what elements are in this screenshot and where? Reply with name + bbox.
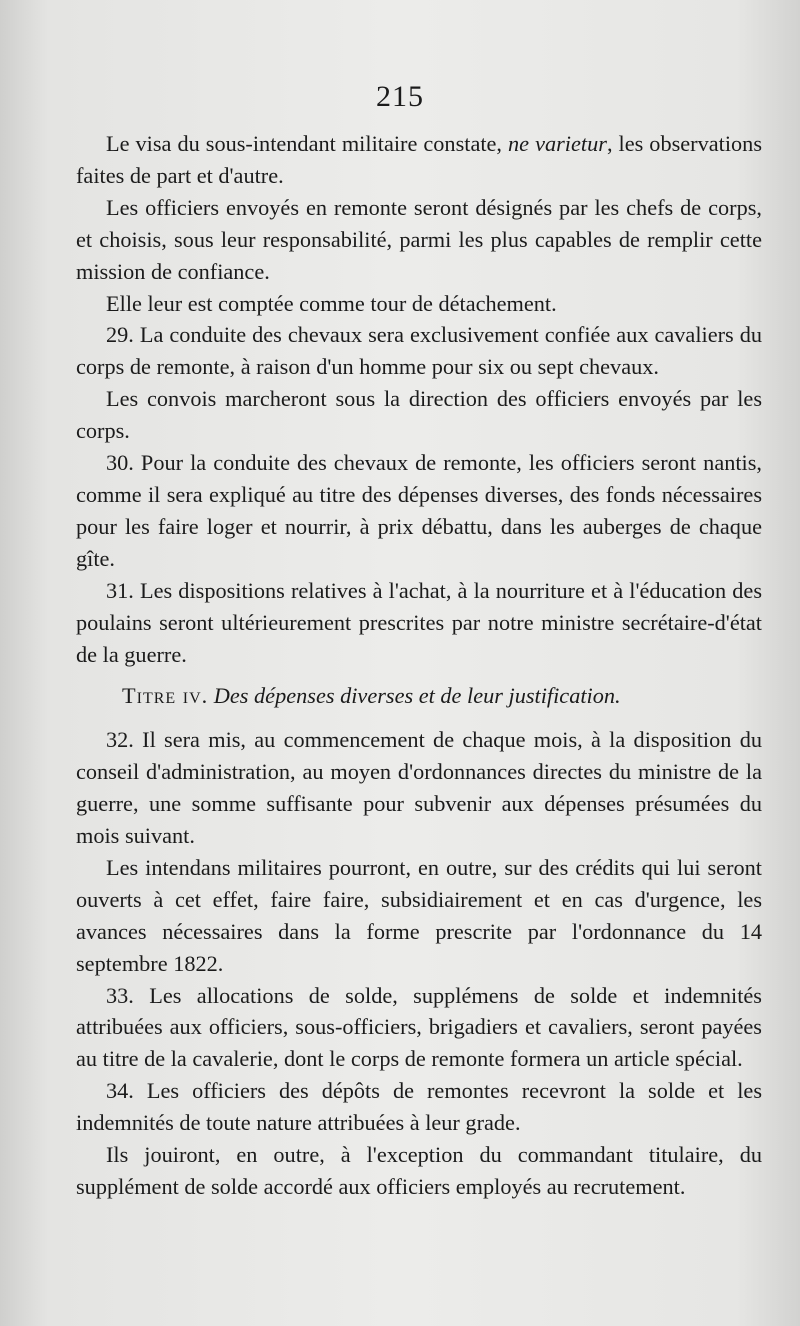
section-title [76,680,762,712]
latin-phrase: ne varietur [508,131,607,156]
paragraph: Les officiers envoyés en remonte seront désignés par les chefs de corps, et choisis, sous leur responsabilité, parmi les plus capables de remplir cette mission de confiance. [76,194,762,284]
paragraph: Ils jouiront, en outre, à l'exception du commandant titulaire, du supplément de solde accordé aux officiers employés au recrutement. [76,1142,762,1199]
article-29: 29. La conduite des chevaux sera exclusivement confiée aux cavaliers du corps de remonte, à raison d'un homme pour six ou sept chevaux. [76,322,762,380]
paragraph-visa-start: Le visa du sous-intendant militaire constate, [106,131,509,156]
page-body [76,128,762,1203]
article-31: 31. Les dispositions relatives à l'achat, à la nourriture et à l'éducation des poulains seront ultérieurement prescrites par notre ministre secrétaire-d'état de la guerre. [76,577,762,667]
article-32: 32. Il sera mis, au commencement de chaque mois, à la disposition du conseil d'administration, au moyen d'ordonnances directes du ministre de la guerre, une somme suffisante pour subvenir aux dépenses présumées du mois suivant. [76,727,762,849]
page-number: 215 [376,80,424,113]
section-title-text: Des dépenses diverses et de leur justification. [213,683,621,709]
paragraph: Elle leur est comptée comme tour de détachement. [106,290,557,316]
article-34: 34. Les officiers des dépôts de remontes recevront la solde et les indemnités de toute nature attribuées à leur grade. [76,1078,762,1136]
article-30: 30. Pour la conduite des chevaux de remonte, les officiers seront nantis, comme il sera expliqué au titre des dépenses diverses, des fonds nécessaires pour les faire loger et nourrir, à prix débattu, dans les auberges de chaque gîte. [76,450,762,571]
paragraph-visa-end: , les observations faites de part et d'autre. [76,131,763,188]
paragraph: Les convois marcheront sous la direction des officiers envoyés par les corps. [76,386,762,444]
section-title-label: Titre iv. [122,683,209,709]
article-33: 33. Les allocations de solde, supplémens de solde et indemnités attribuées aux officiers, sous-officiers, brigadiers et cavaliers, seront payées au titre de la cavalerie, dont le corps de remonte formera un article spécial. [76,982,762,1072]
paragraph-visa [76,128,762,192]
paragraph: Les intendans militaires pourront, en outre, sur des crédits qui lui seront ouverts à cet effet, faire faire, subsidiairement et en cas d'urgence, les avances nécessaires dans la forme prescrite par l'ordonnance du 14 septembre 1822. [76,854,762,976]
